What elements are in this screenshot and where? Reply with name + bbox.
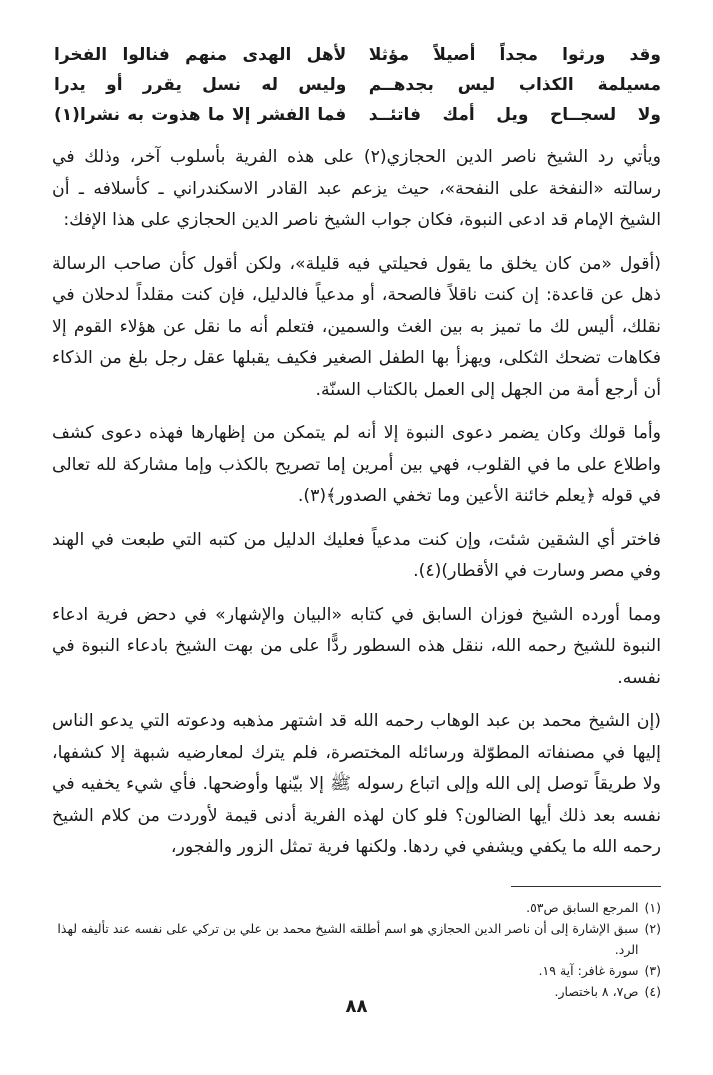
footnote-number: (١) [644, 899, 661, 915]
footnotes [52, 897, 661, 1002]
poem-block [52, 44, 661, 126]
footnote-text: سبق الإشارة إلى أن ناصر الدين الحجازي هو اسم أطلقه الشيخ محمد بن علي بن تركي على نفسه عند تأليفه لهذا الرد. [57, 920, 639, 957]
poem-line [52, 104, 661, 126]
body-paragraph: وأما قولك وكان يضمر دعوى النبوة إلا أنه لم يتمكن من إظهارها فهذه دعوى كشف واطلاع على ما في القلوب، فهي بين أمرين إما تصريح بالكذب وإما مشاركة لله تعالى في قوله ﴿يعلم خائنة الأعين وما تخفي الصدور﴾(٣). [52, 423, 661, 506]
body-paragraph: فاختر أي الشقين شئت، وإن كنت مدعياً فعليك الدليل من كتبه التي طبعت في الهند وفي مصر وسارت في الأقطار)(٤). [52, 529, 661, 581]
verse-first-hemistich: وقد ورثوا مجداً أصيلاً مؤثلا [368, 45, 661, 65]
verse-second-hemistich: وليس له نسل يقرر أو يدرا [54, 75, 347, 95]
verse-second-hemistich: لأهل الهدى منهم فنالوا الفخرا [54, 45, 347, 65]
footnote [52, 960, 661, 981]
body-paragraph: ويأتي رد الشيخ ناصر الدين الحجازي(٢) على هذه الفرية بأسلوب آخر، وذلك في رسالته «النفخة على النفحة»، حيث يزعم عبد القادر الاسكندراني ـ كأسلافه ـ أن الشيخ الإمام قد ادعى النبوة، فكان جواب الشيخ ناصر الدين الحجازي على هذا الإفك: [52, 147, 661, 230]
body-paragraph: (إن الشيخ محمد بن عبد الوهاب رحمه الله قد اشتهر مذهبه ودعوته التي يدعو الناس إليها في مصنفاته المطوّلة ورسائله المختصرة، فلم يترك لمعارضيه شبهة إلا كشفها، ولا طريقاً توصل إلى الله وإلى اتباع رسوله ﷺ إلا بيّنها وأوضحها. فأي شيء يخفيه في نفسه بعد ذلك أيها الضالون؟ فلو كان لهذه الفرية أدنى قيمة لأوردت من كلام الشيخ رحمه الله ما يكفي ويشفي في ردها. ولكنها فرية تمثل الزور والفجور، [52, 711, 661, 857]
verse-second-hemistich: فما الفشر إلا ما هذوت به نشرا(١) [54, 105, 347, 125]
footnote [52, 897, 661, 918]
footnote-text: ص٧، ٨ باختصار. [554, 983, 639, 999]
poem-line [52, 74, 661, 96]
footnote-number: (٣) [644, 962, 661, 978]
page-number: ٨٨ [345, 996, 368, 1017]
body-paragraph: (أقول «من كان يخلق ما يقول فحيلتي فيه قليلة»، ولكن أقول كأن صاحب الرسالة ذهل عن قاعدة: إن كنت ناقلاً فالصحة، أو مدعياً فالدليل، فإن كنت مقلداً لدحلان في نقلك، أليس لك ما تميز به بين الغث والسمين، فتعلم أنه ما نقل عن هؤلاء القوم إلا فكاهات تضحك الثكلى، ويهزأ بها الطفل الصغير فكيف يقبلها عقل رجل بلغ من الذكاء أن أرجع أمة من الجهل إلى العمل بالكتاب السنّة. [52, 253, 661, 400]
verse-first-hemistich: ولا لسجــاح ويل أمك فاتئــد [368, 105, 661, 125]
footnote-text: سورة غافر: آية ١٩. [538, 962, 639, 978]
footnote [52, 918, 661, 960]
footnote-separator [511, 886, 661, 887]
verse-first-hemistich: مسيلمة الكذاب ليس بجدهــم [368, 75, 661, 95]
footnote-number: (٢) [644, 920, 661, 936]
body-paragraph: ومما أورده الشيخ فوزان السابق في كتابه «البيان والإشهار» في دحض فرية ادعاء النبوة للشيخ رحمه الله، ننقل هذه السطور ردًّا على من بهت الشيخ بادعاء النبوة في نفسه. [52, 604, 661, 688]
footnote-text: المرجع السابق ص٥٣. [526, 899, 639, 915]
poem-line [52, 44, 661, 66]
footnote-number: (٤) [644, 983, 661, 999]
